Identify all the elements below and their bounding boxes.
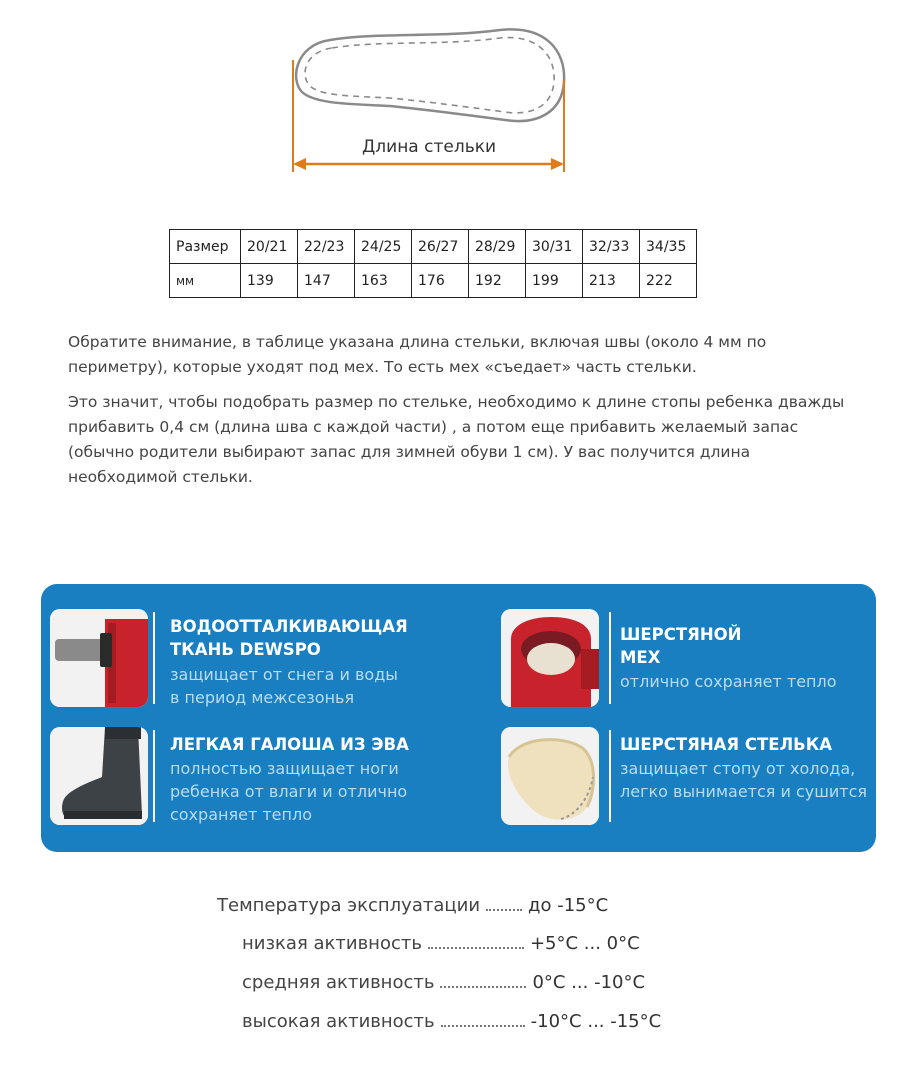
dotted-leader <box>486 909 522 911</box>
insole-diagram <box>270 20 590 190</box>
wool-insole-image <box>501 727 599 825</box>
feature-title: ВОДООТТАЛКИВАЮЩАЯ <box>170 617 408 636</box>
feature-desc: ребенка от влаги и отлично <box>170 782 408 801</box>
note-paragraph: Обратите внимание, в таблице указана длина стельки, включая швы (около 4 мм по периметру), которые уходят под мех. То есть мех «съедает» часть стельки. <box>68 333 767 376</box>
boot-fabric-image <box>50 609 148 707</box>
temperature-row <box>242 972 645 993</box>
dotted-leader <box>441 1025 525 1027</box>
feature-desc: отлично сохраняет тепло <box>620 672 837 691</box>
temperature-main-value: до -15°C <box>528 895 609 916</box>
temperature-row-label: высокая активность <box>242 1011 435 1032</box>
size-cell: 26/27 <box>412 230 469 264</box>
feature-title: ЛЕГКАЯ ГАЛОША ИЗ ЭВА <box>170 735 409 754</box>
temperature-row-value: 0°C ... -10°C <box>532 972 646 993</box>
feature-title: ТКАНЬ DEWSPO <box>170 640 321 659</box>
feature-divider <box>153 612 155 704</box>
mm-cell: 176 <box>412 264 469 298</box>
size-row-label: Размер <box>170 230 241 264</box>
mm-row-label: мм <box>170 264 241 298</box>
temperature-main-label: Температура эксплуатации <box>217 895 481 916</box>
feature-desc: легко вынимается и сушится <box>620 782 868 801</box>
dotted-leader <box>440 986 526 988</box>
mm-cell: 163 <box>355 264 412 298</box>
feature-desc: защищает от снега и воды <box>170 665 398 684</box>
size-cell: 28/29 <box>469 230 526 264</box>
feature-desc: в период межсезонья <box>170 688 355 707</box>
note-paragraph: Это значит, чтобы подобрать размер по стельке, необходимо к длине стопы ребенка дважды прибавить 0,4 см (длина шва с каждой части) , а потом еще прибавить желаемый запас (обычно родители выбирают запас для зимней обуви 1 см). У вас получится длина необходимой стельки. <box>68 393 845 486</box>
size-cell: 34/35 <box>640 230 697 264</box>
feature-title: МЕХ <box>620 648 661 667</box>
feature-desc: полностью защищает ноги <box>170 759 399 778</box>
wool-lining-image <box>501 609 599 707</box>
mm-cell: 139 <box>241 264 298 298</box>
temperature-row-label: низкая активность <box>242 933 422 954</box>
mm-cell: 192 <box>469 264 526 298</box>
eva-galosh-image <box>50 727 148 825</box>
temperature-row-value: -10°C ... -15°C <box>530 1011 662 1032</box>
mm-cell: 213 <box>583 264 640 298</box>
feature-divider <box>153 730 155 822</box>
feature-divider <box>609 730 611 822</box>
size-notes <box>68 330 848 500</box>
temperature-row <box>242 1011 661 1032</box>
size-cell: 30/31 <box>526 230 583 264</box>
temperature-row <box>242 933 640 954</box>
mm-cell: 147 <box>298 264 355 298</box>
temperature-row-label: средняя активность <box>242 972 435 993</box>
feature-divider <box>609 612 611 704</box>
feature-title: ШЕРСТЯНОЙ <box>620 625 742 644</box>
temperature-row-value: +5°C ... 0°C <box>529 933 640 954</box>
insole-length-label: Длина стельки <box>362 137 497 157</box>
size-cell: 32/33 <box>583 230 640 264</box>
size-cell: 22/23 <box>298 230 355 264</box>
size-table <box>169 229 697 298</box>
size-cell: 24/25 <box>355 230 412 264</box>
feature-desc: защищает стопу от холода, <box>620 759 856 778</box>
feature-desc: сохраняет тепло <box>170 805 312 824</box>
mm-cell: 222 <box>640 264 697 298</box>
size-row <box>170 230 697 264</box>
features-panel <box>41 584 876 852</box>
insole-outline <box>296 29 564 121</box>
mm-cell: 199 <box>526 264 583 298</box>
mm-row <box>170 264 697 298</box>
size-cell: 20/21 <box>241 230 298 264</box>
feature-title: ШЕРСТЯНАЯ СТЕЛЬКА <box>620 735 833 754</box>
temperature-main <box>217 895 608 916</box>
dotted-leader <box>428 947 524 949</box>
